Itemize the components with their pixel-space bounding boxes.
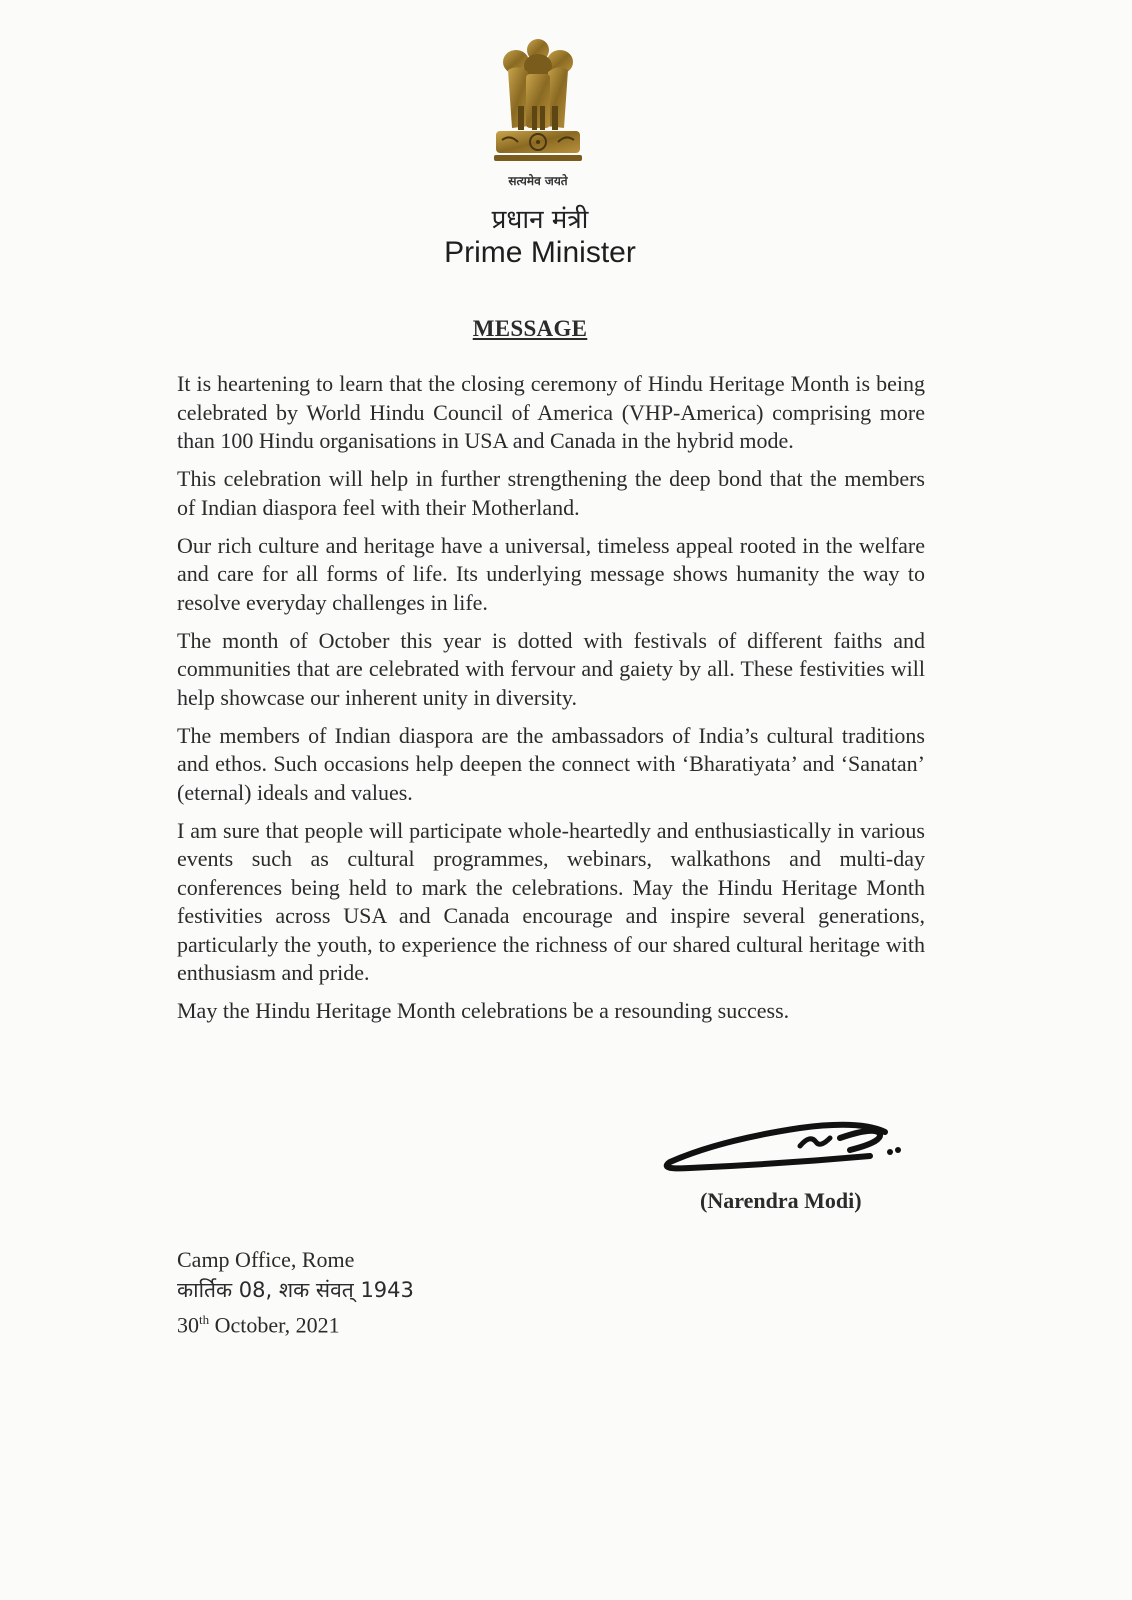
paragraph: The month of October this year is dotted with festivals of different faiths and communities that are celebrated with fervour and gaiety by all. These festivities will help showcase our inherent unity in diversity.: [177, 627, 925, 710]
national-emblem: [488, 36, 588, 196]
date: [177, 1305, 414, 1340]
paragraph: This celebration will help in further strengthening the deep bond that the members of Indian diaspora feel with their Motherland.: [177, 466, 925, 520]
letter-footer: [177, 1245, 414, 1340]
handwritten-signature-icon: [660, 1112, 920, 1182]
date-day: 30: [177, 1312, 199, 1338]
message-body: [177, 370, 925, 1035]
paragraph: It is heartening to learn that the closing ceremony of Hindu Heritage Month is being celebrated by World Hindu Council of America (VHP-America) comprising more than 100 Hindu organisations in USA and Canada in the hybrid mode.: [177, 371, 925, 453]
message-heading: MESSAGE: [472, 316, 588, 341]
signatory-name: (Narendra Modi): [700, 1188, 862, 1213]
date-suffix: th: [199, 1312, 210, 1327]
lion-capital-emblem-icon: [488, 36, 588, 171]
paragraph: May the Hindu Heritage Month celebrations be a resounding success.: [177, 998, 790, 1023]
paragraph: The members of Indian diaspora are the ambassadors of India’s cultural traditions and ethos. Such occasions help deepen the connect with ‘Bharatiyata’ and ‘Sanatan’ (eternal) ideals and values.: [177, 722, 925, 805]
date-rest: October, 2021: [209, 1312, 340, 1338]
hindi-date: कार्तिक 08, शक संवत् 1943: [177, 1278, 414, 1302]
emblem-motto: सत्यमेव जयते: [508, 174, 568, 188]
paragraph: Our rich culture and heritage have a universal, timeless appeal rooted in the welfare and care for all forms of life. Its underlying message shows humanity the way to resolve everyday challenges in life.: [177, 532, 925, 615]
place: Camp Office, Rome: [177, 1247, 355, 1272]
title-english: Prime Minister: [444, 236, 636, 269]
paragraph: I am sure that people will participate whole-heartedly and enthusiastically in various events such as cultural programmes, webinars, walkathons and multi-day conferences being held to mark the celebrations. May the Hindu Heritage Month festivities across USA and Canada encourage and inspire several generations, particularly the youth, to experience the richness of our shared cultural heritage with enthusiasm and pride.: [177, 817, 925, 985]
title-hindi: प्रधान मंत्री: [491, 205, 589, 235]
